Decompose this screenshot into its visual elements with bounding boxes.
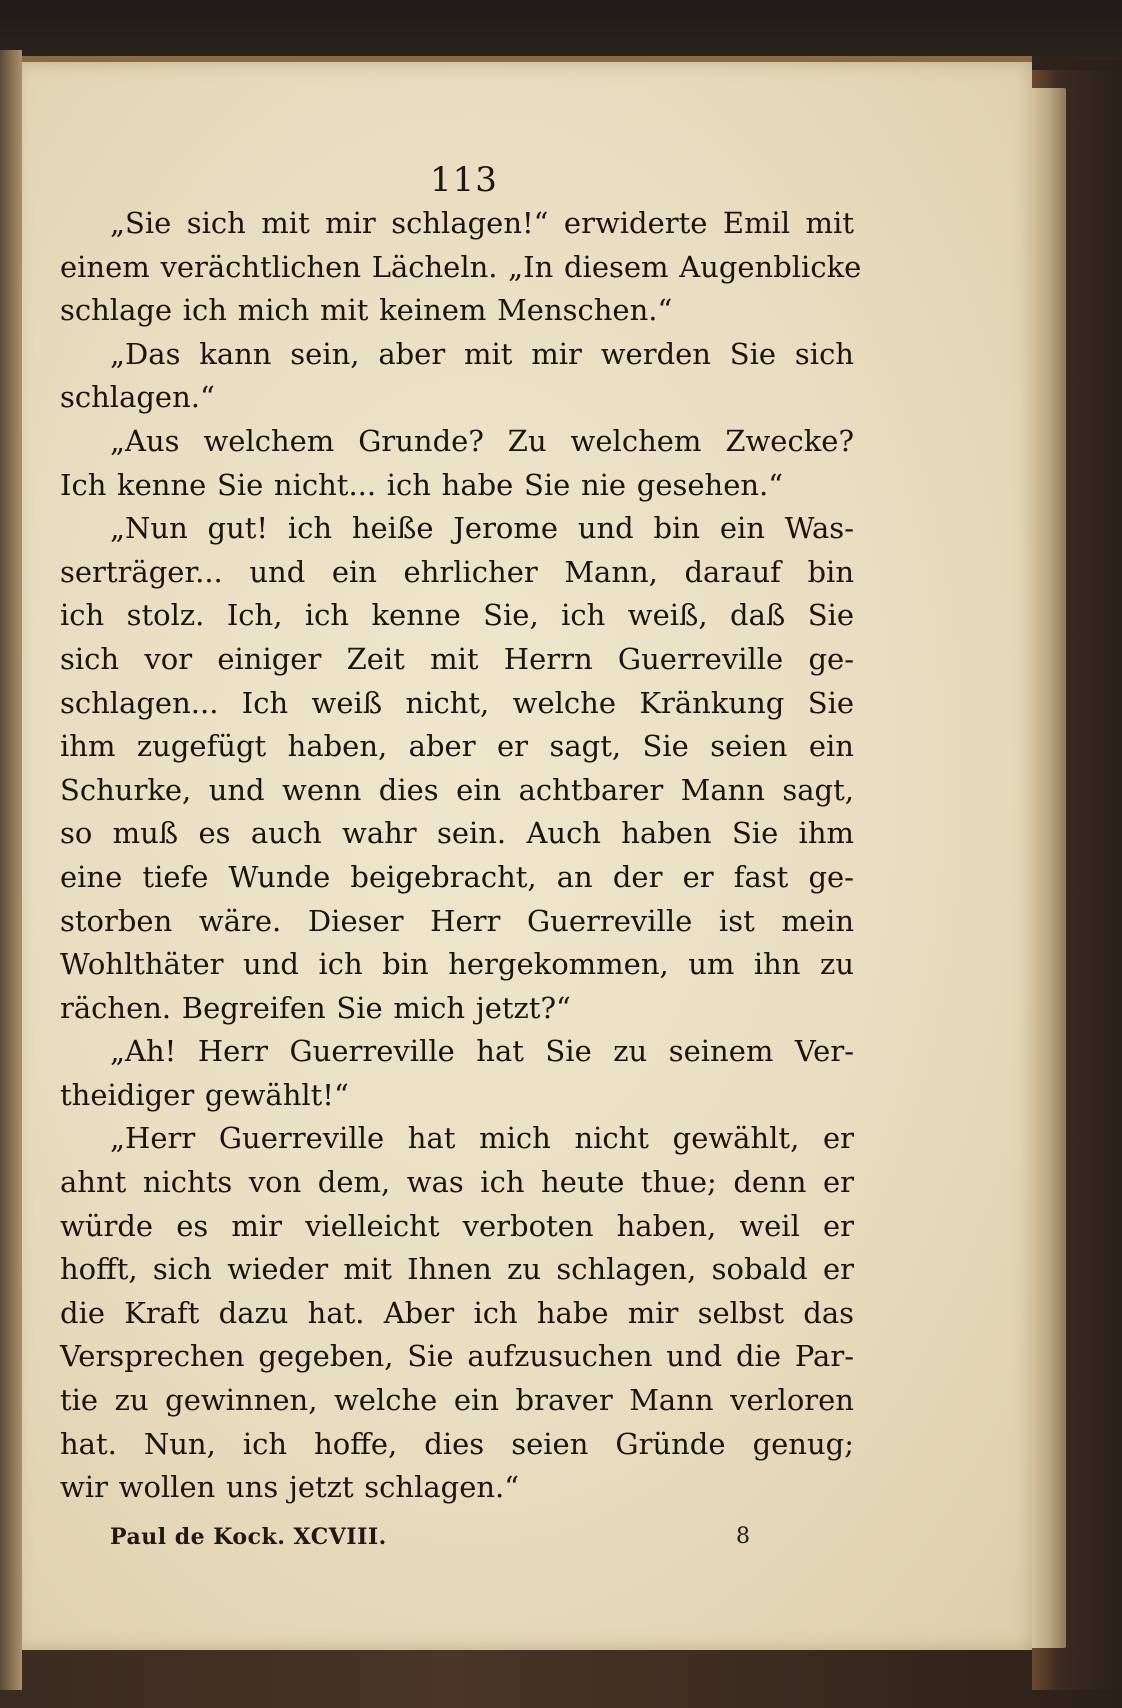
text-line: hat. Nun, ich hoffe, dies seien Gründe genug; <box>60 1426 854 1461</box>
sheet-mark: 8 <box>736 1524 750 1549</box>
text-line: tie zu gewinnen, welche ein braver Mann verloren <box>60 1383 854 1418</box>
text-line: ahnt nichts von dem, was ich heute thue; denn er <box>60 1165 854 1200</box>
text-line: einem verächtlichen Lächeln. „In diesem Augenblicke <box>60 249 862 284</box>
text-line: schlage ich mich mit keinem Menschen.“ <box>60 293 673 328</box>
text-line: Ich kenne Sie nicht... ich habe Sie nie gesehen.“ <box>60 467 784 502</box>
text-line: storben wäre. Dieser Herr Guerreville ist mein <box>60 903 854 938</box>
text-line: Schurke, und wenn dies ein achtbarer Mann sagt, <box>60 772 854 807</box>
text-line: würde es mir vielleicht verboten haben, weil er <box>60 1208 854 1243</box>
text-line: ich stolz. Ich, ich kenne Sie, ich weiß, daß Sie <box>60 598 854 633</box>
printer-signature: Paul de Kock. XCVIII. <box>110 1524 387 1550</box>
text-line: „Ah! Herr Guerreville hat Sie zu seinem Ver- <box>110 1034 854 1069</box>
text-line: wir wollen uns jetzt schlagen.“ <box>60 1470 520 1505</box>
text-line: rächen. Begreifen Sie mich jetzt?“ <box>60 990 571 1025</box>
text-line: so muß es auch wahr sein. Auch haben Sie ihm <box>60 816 854 851</box>
text-line: ihm zugefügt haben, aber er sagt, Sie seien ein <box>60 729 854 764</box>
page-stack-edge <box>1030 88 1066 1648</box>
text-line: Versprechen gegeben, Sie aufzusuchen und die Par- <box>60 1339 854 1374</box>
text-line: sich vor einiger Zeit mit Herrn Guerreville ge- <box>60 641 854 676</box>
binding-edge <box>0 50 22 1690</box>
page-number: 113 <box>430 160 498 200</box>
text-line: serträger... und ein ehrlicher Mann, darauf bin <box>60 554 854 589</box>
text-line: „Das kann sein, aber mit mir werden Sie sich <box>110 336 854 371</box>
text-line: „Sie sich mit mir schlagen!“ erwiderte Emil mit <box>110 206 854 240</box>
scan-background-top <box>0 0 1122 60</box>
page-body-text <box>60 202 862 1510</box>
text-line: Wohlthäter und ich bin hergekommen, um ihn zu <box>60 947 854 982</box>
book-page <box>14 56 1032 1650</box>
text-line: „Aus welchem Grunde? Zu welchem Zwecke? <box>110 423 854 458</box>
text-line: schlagen... Ich weiß nicht, welche Kränkung Sie <box>60 685 854 720</box>
text-line: schlagen.“ <box>60 380 215 415</box>
text-line: „Herr Guerreville hat mich nicht gewählt, er <box>110 1121 854 1156</box>
text-line: hofft, sich wieder mit Ihnen zu schlagen, sobald er <box>60 1252 854 1287</box>
text-line: theidiger gewählt!“ <box>60 1077 349 1112</box>
text-line: eine tiefe Wunde beigebracht, an der er fast ge- <box>60 859 854 894</box>
page-footer <box>110 1524 850 1564</box>
text-line: „Nun gut! ich heiße Jerome und bin ein Was- <box>110 511 854 546</box>
text-line: die Kraft dazu hat. Aber ich habe mir selbst das <box>60 1295 854 1330</box>
